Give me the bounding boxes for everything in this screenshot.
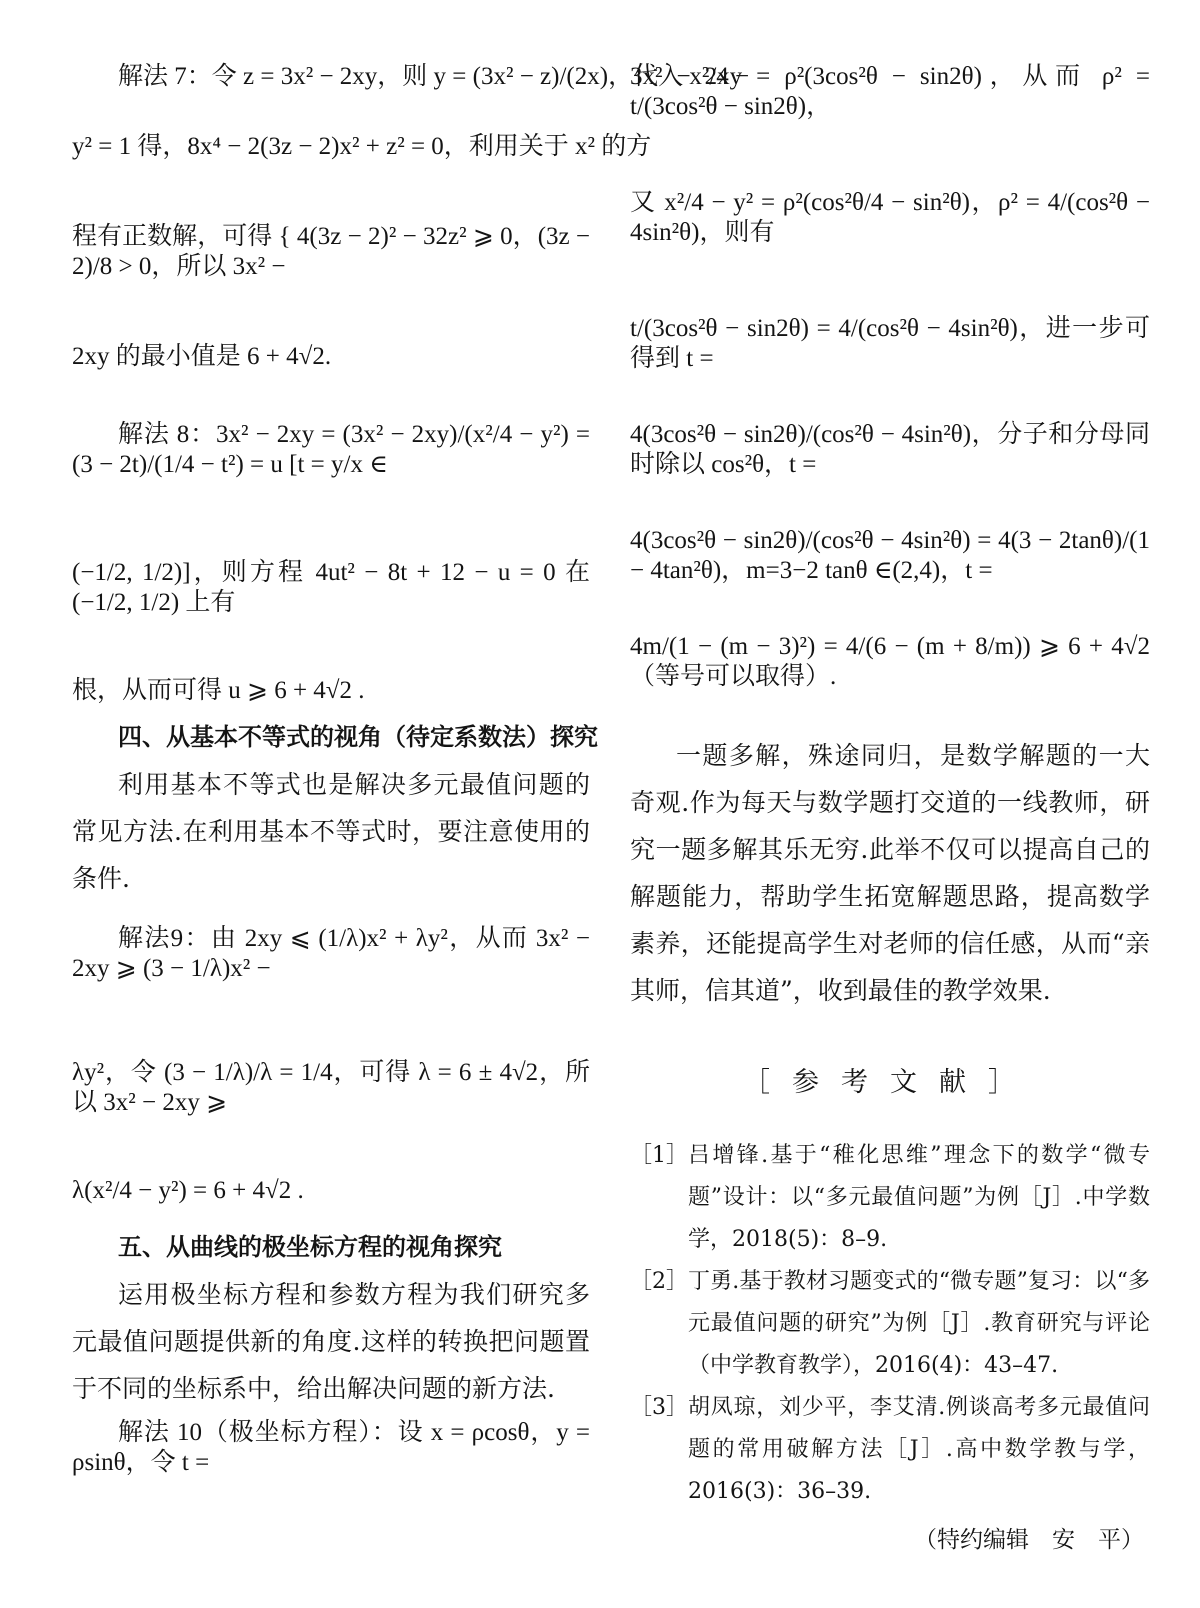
reference-number: ［2］ [630, 1269, 688, 1294]
solution-9-line-2: λy²，令 (3 − 1/λ)/λ = 1/4，可得 λ = 6 ± 4√2，所以 3x² − 2xy ⩾ [72, 1059, 590, 1116]
solution-8-line-2: (−1/2, 1/2)]，则方程 4ut² − 8t + 12 − u = 0 在 (−1/2, 1/2) 上有 [72, 559, 590, 616]
references-title: ［参考文献］ [743, 1067, 1037, 1098]
reference-text: 吕增锋.基于“稚化思维”理念下的数学“微专题”设计：以“多元最值问题”为例［J］.中学数学，2018(5)：8–9. [688, 1143, 1150, 1252]
solution-8-line-3: 根，从而可得 u ⩾ 6 + 4√2 . [72, 677, 365, 704]
solution-10-start: 解法 10（极坐标方程）：设 x = ρcosθ，y = ρsinθ，令 t = [72, 1419, 590, 1476]
solution-8-line-1: 解法 8：3x² − 2xy = (3x² − 2xy)/(x²/4 − y²) = (3 − 2t)/(1/4 − t²) = u [t = y/x ∈ [72, 421, 590, 478]
solution-7-line-2: y² = 1 得，8x⁴ − 2(3z − 2)x² + z² = 0，利用关于 x² 的方 [72, 133, 652, 160]
conclusion-paragraph: 一题多解，殊途同归，是数学解题的一大奇观.作为每天与数学题打交道的一线教师，研究一题多解其乐无穷.此举不仅可以提高自己的解题能力，帮助学生拓宽解题思路，提高数学素养，还能提高学生对老师的信任感，从而“亲其师，信其道”，收到最佳的教学效果. [630, 741, 1150, 1005]
solution-9-line-1: 解法9：由 2xy ⩽ (1/λ)x² + λy²，从而 3x² − 2xy ⩾ (3 − 1/λ)x² − [72, 925, 590, 982]
solution-10-line-3: t/(3cos²θ − sin2θ) = 4/(cos²θ − 4sin²θ)，进一步可得到 t = [630, 315, 1150, 372]
reference-text: 胡凤琼，刘少平，李艾清.例谈高考多元最值问题的常用破解方法［J］.高中数学教与学，2016(3)：36–39. [688, 1395, 1150, 1504]
section-4-title: 四、从基本不等式的视角（待定系数法）探究 [118, 723, 598, 751]
left-column [72, 36, 750, 1478]
special-editor-credit: （特约编辑 安 平） [914, 1527, 1144, 1553]
reference-number: ［3］ [630, 1395, 688, 1420]
solution-10-line-6: 4m/(1 − (m − 3)²) = 4/(6 − (m + 8/m)) ⩾ 6 + 4√2（等号可以取得）. [630, 633, 1150, 690]
section-5-title: 五、从曲线的极坐标方程的视角探究 [118, 1233, 502, 1261]
section-4-text: 利用基本不等式也是解决多元最值问题的常见方法.在利用基本不等式时，要注意使用的条件. [72, 770, 590, 893]
reference-number: ［1］ [630, 1143, 688, 1168]
solution-7-line-4: 2xy 的最小值是 6 + 4√2. [72, 343, 332, 370]
solution-7-line-3: 程有正数解，可得 { 4(3z − 2)² − 32z² ⩾ 0，(3z − 2)/8 > 0，所以 3x² − [72, 223, 590, 280]
reference-text: 丁勇.基于教材习题变式的“微专题”复习：以“多元最值问题的研究”为例［J］.教育研究与评论（中学教育教学），2016(4)：43–47. [688, 1269, 1150, 1378]
reference-item-3 [630, 1387, 1150, 1513]
solution-10-line-4: 4(3cos²θ − sin2θ)/(cos²θ − 4sin²θ)，分子和分母同时除以 cos²θ，t = [630, 421, 1150, 478]
solution-7-line-1: 解法 7：令 z = 3x² − 2xy，则 y = (3x² − z)/(2x)，代入 x²/4 − [118, 63, 750, 90]
solution-10-line-5: 4(3cos²θ − sin2θ)/(cos²θ − 4sin²θ) = 4(3 − 2tanθ)/(1 − 4tan²θ)，m=3−2 tanθ ∈(2,4)，t = [630, 527, 1150, 584]
right-column [630, 36, 1150, 1561]
reference-item-1 [630, 1135, 1150, 1261]
reference-item-2 [630, 1261, 1150, 1387]
solution-10-line-1: 3x² − 2xy = ρ²(3cos²θ − sin2θ)，从而 ρ² = t/(3cos²θ − sin2θ)， [630, 63, 1150, 120]
solution-10-line-2: 又 x²/4 − y² = ρ²(cos²θ/4 − sin²θ)，ρ² = 4/(cos²θ − 4sin²θ)，则有 [630, 189, 1150, 246]
section-5-text: 运用极坐标方程和参数方程为我们研究多元最值问题提供新的角度.这样的转换把问题置于不同的坐标系中，给出解决问题的新方法. [72, 1280, 590, 1403]
solution-9-line-3: λ(x²/4 − y²) = 6 + 4√2 . [72, 1177, 304, 1204]
